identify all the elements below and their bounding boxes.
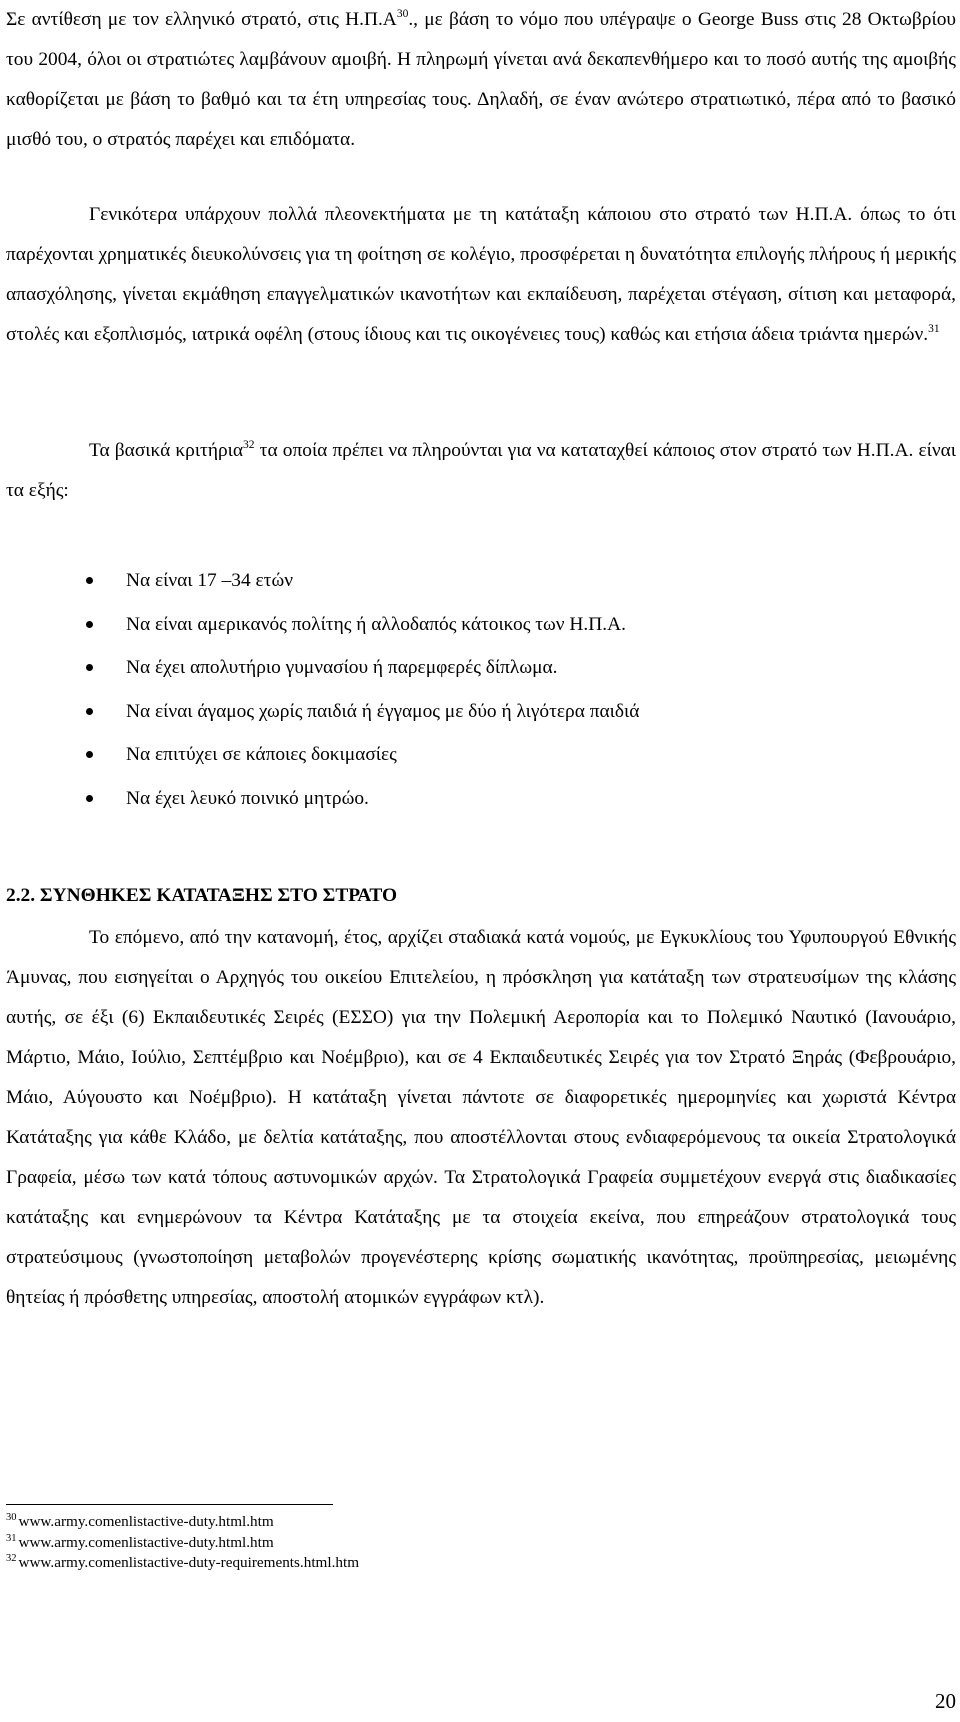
bullet-icon [86, 795, 93, 802]
list-item-text: Να έχει λευκό ποινικό μητρώο. [126, 787, 369, 809]
list-item-text: Να έχει απολυτήριο γυμνασίου ή παρεμφερές δίπλωμα. [126, 657, 558, 679]
paragraph-benefits [6, 195, 956, 355]
list-item [0, 777, 950, 821]
bullet-icon [86, 621, 93, 628]
paragraph-pay-text-a: Σε αντίθεση με τον ελληνικό στρατό, στις Η.Π.Α [6, 9, 397, 30]
list-item [0, 690, 950, 734]
footnotes-list [6, 1512, 359, 1574]
footnote-item [6, 1553, 359, 1574]
bullet-icon [86, 577, 93, 584]
paragraph-pay-text-b: ., με βάση το νόμο που υπέγραψε ο George Buss στις 28 Οκτωβρίου του 2004, όλοι οι στρατιώτες λαμβάνουν αμοιβή. Η πληρωμή γίνεται ανά δεκαπενθήμερο και το ποσό αυτής της αμοιβής καθορίζεται με βάση το βαθμό και τα έτη υπηρεσίας τους. Δηλαδή, σε έναν ανώτερο στρατιωτικό, πέρα από το βασικό μισθό του, ο στρατός παρέχει και επιδόματα. [6, 9, 956, 150]
bullet-icon [86, 708, 93, 715]
list-item-text: Να είναι άγαμος χωρίς παιδιά ή έγγαμος με δύο ή λιγότερα παιδιά [126, 700, 640, 722]
list-item-text: Να επιτύχει σε κάποιες δοκιμασίες [126, 744, 397, 766]
footnote-ref-31: 31 [928, 323, 940, 335]
paragraph-criteria-intro [6, 431, 956, 511]
list-item [0, 603, 950, 647]
footnote-divider [6, 1504, 333, 1505]
list-item [0, 733, 950, 777]
footnote-link[interactable]: www.army.comenlistactive-duty-requirements.html.htm [18, 1554, 360, 1571]
footnote-link[interactable]: www.army.comenlistactive-duty.html.htm [18, 1513, 274, 1530]
paragraph-pay [6, 0, 956, 160]
paragraph-criteria-text-a: Τα βασικά κριτήρια [89, 440, 244, 461]
footnote-number: 32 [6, 1553, 17, 1564]
footnote-link[interactable]: www.army.comenlistactive-duty.html.htm [18, 1533, 274, 1551]
footnote-ref-32: 32 [243, 439, 255, 451]
section-heading: 2.2. ΣΥΝΘΗΚΕΣ ΚΑΤΑΤΑΞΗΣ ΣΤΟ ΣΤΡΑΤΟ [6, 885, 398, 906]
footnote-number: 30 [6, 1512, 17, 1523]
footnote-number: 31 [6, 1532, 17, 1544]
paragraph-enlistment-conditions: Το επόμενο, από την κατανομή, έτος, αρχίζει σταδιακά κατά νομούς, με Εγκυκλίους του Υφυπουργού Εθνικής Άμυνας, που εισηγείται ο Αρχηγός του οικείου Επιτελείου, η πρόσκληση για κατάταξη των στρατευσίμων της κλάσης αυτής, σε έξι (6) Εκπαιδευτικές Σειρές (ΕΣΣΟ) για την Πολεμική Αεροπορία και το Πολεμικό Ναυτικό (Ιανουάριο, Μάρτιο, Μάιο, Ιούλιο, Σεπτέμβριο και Νοέμβριο), και σε 4 Εκπαιδευτικές Σειρές για τον Στρατό Ξηράς (Φεβρουάριο, Μάιο, Αύγουστο και Νοέμβριο). Η κατάταξη γίνεται πάντοτε σε διαφορετικές ημερομηνίες και χωριστά Κέντρα Κατάταξης για κάθε Κλάδο, με δελτία κατάταξης, που αποστέλλονται στους ενδιαφερόμενους τα οικεία Στρατολογικά Γραφεία, μέσω των κατά τόπους αστυνομικών αρχών. Τα Στρατολογικά Γραφεία συμμετέχουν ενεργά στις διαδικασίες κατάταξης και ενημερώνουν τα Κέντρα Κατάταξης με τα στοιχεία εκείνα, που επηρεάζουν στρατολογικά τους στρατεύσιμους (γνωστοποίηση μεταβολών προγενέστερης κρίσης σωματικής ικανότητας, προϋπηρεσίας, μειωμένης θητείας ή πρόσθετης υπηρεσίας, αποστολή ατομικών εγγράφων κτλ). [6, 927, 956, 1308]
footnote-ref-30: 30 [396, 8, 409, 20]
bullet-icon [86, 664, 93, 671]
page-number: 20 [935, 1689, 956, 1713]
list-item [0, 646, 950, 690]
list-item-text: Να είναι 17 –34 ετών [126, 570, 293, 591]
footnote-item [6, 1533, 359, 1554]
footnote-item [6, 1512, 359, 1533]
list-item-text: Να είναι αμερικανός πολίτης ή αλλοδαπός κάτοικος των Η.Π.Α. [126, 613, 626, 635]
criteria-list [0, 559, 950, 821]
paragraph-benefits-text: Γενικότερα υπάρχουν πολλά πλεονεκτήματα με τη κατάταξη κάποιου στο στρατό των Η.Π.Α. όπως το ότι παρέχονται χρηματικές διευκολύνσεις για τη φοίτηση σε κολέγιο, προσφέρεται η δυνατότητα επιλογής πλήρους ή μερικής απασχόλησης, γίνεται εκμάθηση επαγγελματικών ικανοτήτων και εκπαίδευση, παρέχεται στέγαση, σίτιση και μεταφορά, στολές και εξοπλισμός, ιατρικά οφέλη (στους ίδιους και τις οικογένειες τους) καθώς και ετήσια άδεια τριάντα ημερών. [6, 204, 956, 345]
paragraph-criteria-text-b: τα οποία πρέπει να πληρούνται για να καταταχθεί κάποιος στον στρατό των Η.Π.Α. είναι τα εξής: [6, 440, 956, 501]
list-item [0, 559, 950, 603]
bullet-icon [86, 751, 93, 758]
